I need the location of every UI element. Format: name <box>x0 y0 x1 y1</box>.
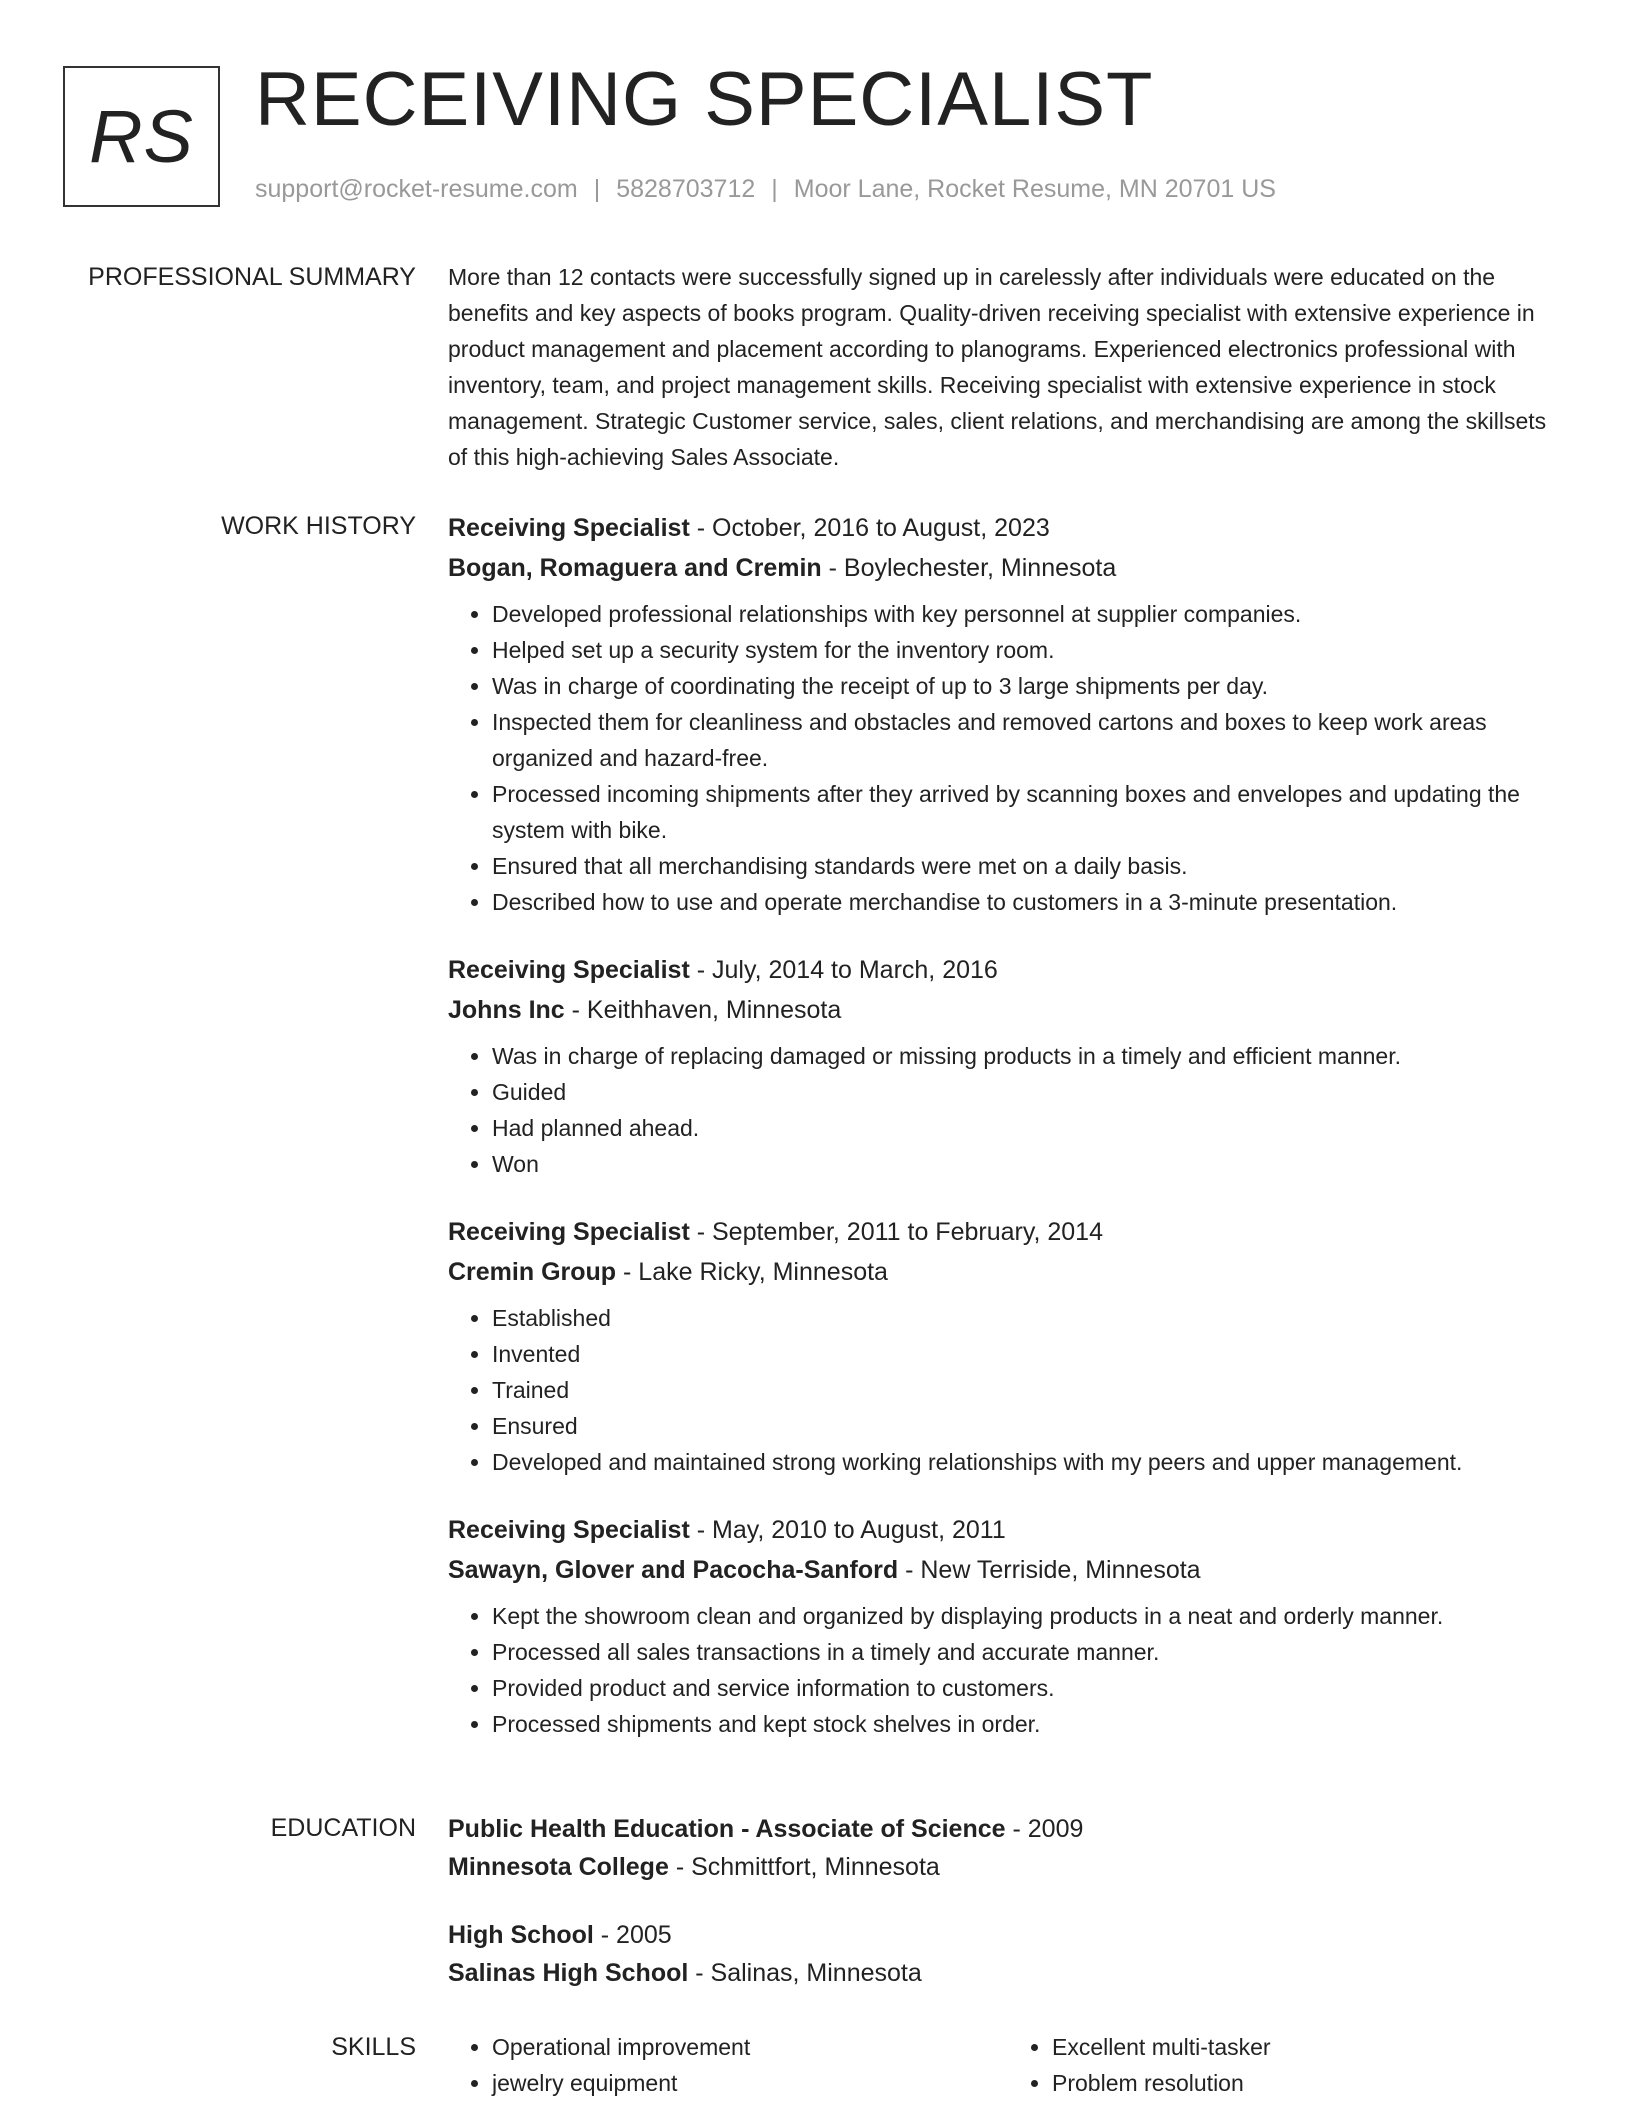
monogram-initials: RS <box>89 95 194 178</box>
job-title: Receiving Specialist <box>448 956 690 984</box>
job-title: Receiving Specialist <box>448 1218 690 1246</box>
job-location: - Boylechester, Minnesota <box>821 554 1117 582</box>
job-bullet: • Was in charge of coordinating the receipt of up to 3 large shipments per day. <box>492 668 1568 704</box>
job-entry <box>448 1212 1568 1480</box>
education-location: - Schmittfort, Minnesota <box>668 1853 940 1881</box>
job-title: Receiving Specialist <box>448 1516 690 1544</box>
contact-email: support@rocket-resume.com <box>255 175 578 203</box>
contact-address: Moor Lane, Rocket Resume, MN 20701 US <box>793 175 1276 203</box>
job-bullet: • Processed shipments and kept stock shelves in order. <box>492 1706 1568 1742</box>
job-bullets <box>448 596 1568 920</box>
education-degree: Public Health Education - Associate of Science <box>448 1815 1006 1843</box>
job-title-line <box>448 508 1568 548</box>
skill-item: • Operational improvement <box>492 2029 1008 2065</box>
job-bullet: • Was in charge of replacing damaged or missing products in a timely and efficient manner. <box>492 1038 1568 1074</box>
education-degree-line <box>448 1810 1568 1848</box>
contact-phone: 5828703712 <box>616 175 756 203</box>
skills-content <box>448 2029 1568 2101</box>
education-entry <box>448 1810 1568 1886</box>
skills-list-left <box>448 2029 1008 2101</box>
job-location: - Keithhaven, Minnesota <box>564 996 842 1024</box>
job-company: Sawayn, Glover and Pacocha-Sanford <box>448 1556 899 1584</box>
education-degree: High School <box>448 1921 594 1949</box>
job-title-line <box>448 950 1568 990</box>
job-dates: - October, 2016 to August, 2023 <box>689 514 1050 542</box>
education-school: Minnesota College <box>448 1853 669 1881</box>
job-company: Bogan, Romaguera and Cremin <box>448 554 822 582</box>
job-company-line <box>448 548 1568 588</box>
job-company-line <box>448 1252 1568 1292</box>
section-label-work-history: WORK HISTORY <box>221 512 416 540</box>
job-bullet: • Provided product and service information to customers. <box>492 1670 1568 1706</box>
education-school-line <box>448 1848 1568 1886</box>
job-company: Johns Inc <box>448 996 565 1024</box>
skills-list-right <box>1008 2029 1568 2101</box>
summary-text: More than 12 contacts were successfully signed up in carelessly after individuals were educated on the benefits and key aspects of books program. Quality-driven receiving specialist with extensive experience in product management and placement according to planograms. Experienced electronics professional with inventory, team, and project management skills. Receiving specialist with extensive experience in stock management. Strategic Customer service, sales, client relations, and merchandising are among the skillsets of this high-achieving Sales Associate. <box>448 264 1547 470</box>
skills-columns <box>448 2029 1568 2101</box>
skill-item: • Problem resolution <box>1052 2065 1568 2101</box>
job-location: - New Terriside, Minnesota <box>898 1556 1201 1584</box>
education-year: - 2009 <box>1005 1815 1084 1843</box>
job-title-line <box>448 1510 1568 1550</box>
job-company: Cremin Group <box>448 1258 617 1286</box>
education-location: - Salinas, Minnesota <box>688 1959 922 1987</box>
resume-title: RECEIVING SPECIALIST <box>255 57 1154 142</box>
job-dates: - May, 2010 to August, 2011 <box>689 1516 1006 1544</box>
job-bullet: • Guided <box>492 1074 1568 1110</box>
job-bullet: • Trained <box>492 1372 1568 1408</box>
job-bullets <box>448 1038 1568 1182</box>
education-entry <box>448 1916 1568 1992</box>
job-company-line <box>448 1550 1568 1590</box>
job-entry <box>448 1510 1568 1742</box>
job-entry <box>448 508 1568 920</box>
education-degree-line <box>448 1916 1568 1954</box>
education-year: - 2005 <box>593 1921 672 1949</box>
contact-separator: | <box>771 175 778 203</box>
monogram-box <box>63 66 220 207</box>
section-label-summary: PROFESSIONAL SUMMARY <box>88 263 416 291</box>
skill-item: • Excellent multi-tasker <box>1052 2029 1568 2065</box>
job-bullet: • Inspected them for cleanliness and obstacles and removed cartons and boxes to keep work areas organized and hazard-free. <box>492 704 1568 776</box>
skill-item: • jewelry equipment <box>492 2065 1008 2101</box>
work-history-content <box>448 508 1568 1772</box>
job-bullet: • Ensured <box>492 1408 1568 1444</box>
section-label-education: EDUCATION <box>270 1814 416 1842</box>
contact-line <box>255 175 1276 204</box>
job-title: Receiving Specialist <box>448 514 690 542</box>
education-school-line <box>448 1954 1568 1992</box>
job-bullet: • Processed all sales transactions in a timely and accurate manner. <box>492 1634 1568 1670</box>
education-content <box>448 1810 1568 2022</box>
job-bullet: • Developed professional relationships with key personnel at supplier companies. <box>492 596 1568 632</box>
job-dates: - July, 2014 to March, 2016 <box>689 956 998 984</box>
job-bullet: • Established <box>492 1300 1568 1336</box>
section-label-skills: SKILLS <box>331 2033 416 2061</box>
job-bullet: • Ensured that all merchandising standards were met on a daily basis. <box>492 848 1568 884</box>
job-entry <box>448 950 1568 1182</box>
job-bullets <box>448 1300 1568 1480</box>
job-bullets <box>448 1598 1568 1742</box>
job-bullet: • Helped set up a security system for the inventory room. <box>492 632 1568 668</box>
job-bullet: • Developed and maintained strong working relationships with my peers and upper management. <box>492 1444 1568 1480</box>
education-school: Salinas High School <box>448 1959 689 1987</box>
job-bullet: • Invented <box>492 1336 1568 1372</box>
job-bullet: • Described how to use and operate merchandise to customers in a 3-minute presentation. <box>492 884 1568 920</box>
job-title-line <box>448 1212 1568 1252</box>
summary-content <box>448 259 1568 475</box>
contact-separator: | <box>593 175 601 203</box>
job-dates: - September, 2011 to February, 2014 <box>689 1218 1103 1246</box>
job-bullet: • Kept the showroom clean and organized by displaying products in a neat and orderly manner. <box>492 1598 1568 1634</box>
job-bullet: • Won <box>492 1146 1568 1182</box>
job-bullet: • Had planned ahead. <box>492 1110 1568 1146</box>
job-company-line <box>448 990 1568 1030</box>
job-location: - Lake Ricky, Minnesota <box>616 1258 888 1286</box>
job-bullet: • Processed incoming shipments after they arrived by scanning boxes and envelopes and updating the system with bike. <box>492 776 1568 848</box>
